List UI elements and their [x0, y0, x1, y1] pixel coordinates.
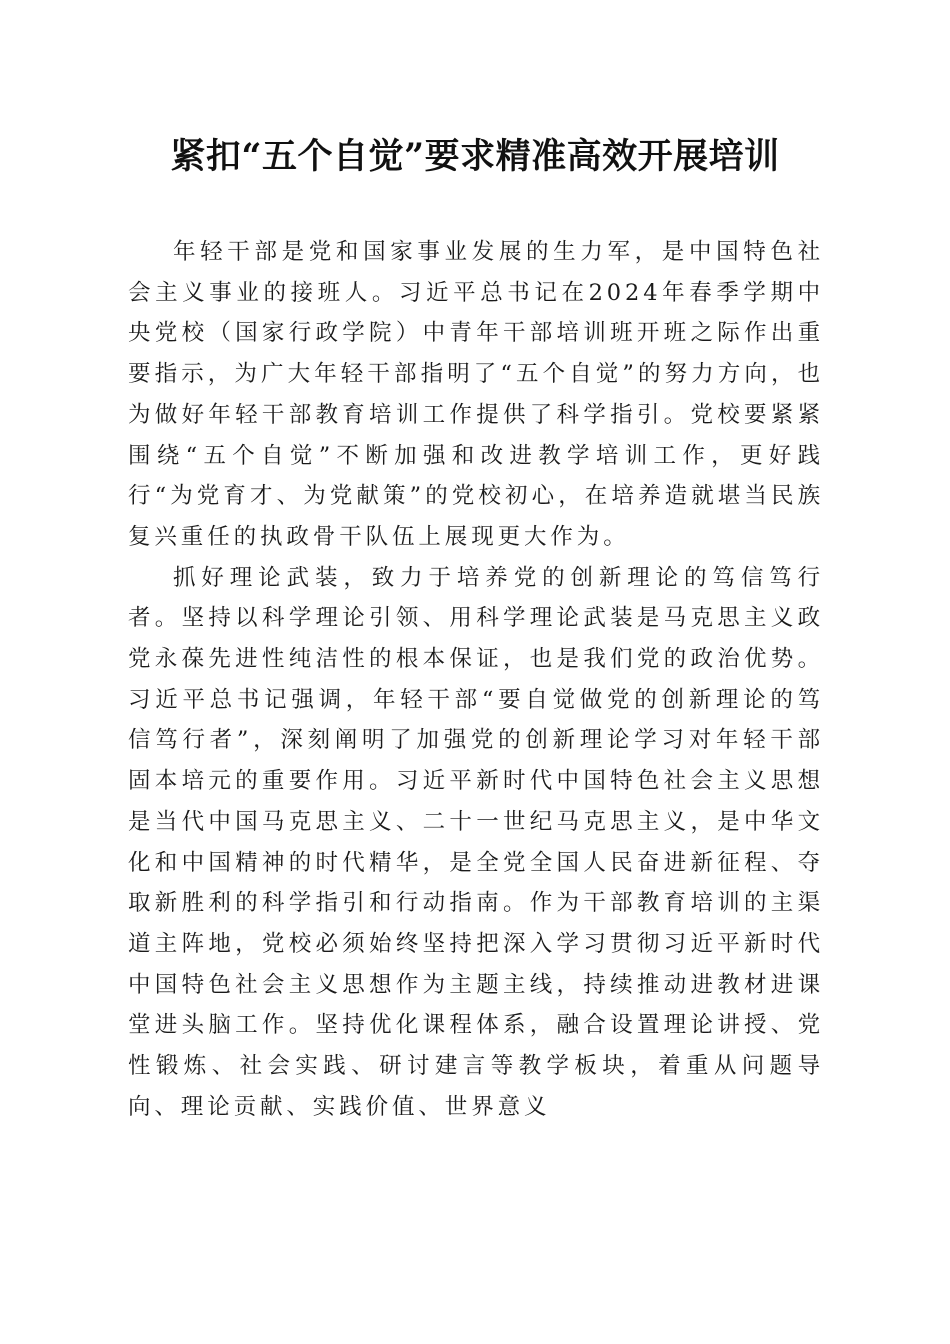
document-title: 紧扣“五个自觉”要求精准高效开展培训 [170, 136, 780, 177]
document-body [128, 232, 824, 1127]
paragraph-theory: 抓好理论武装，致力于培养党的创新理论的笃信笃行者。坚持以科学理论引领、用科学理论武装是马克思主义政党永葆先进性纯洁性的根本保证，也是我们党的政治优势。习近平总书记强调，年轻干部“要自觉做党的创新理论的笃信笃行者”，深刻阐明了加强党的创新理论学习对年轻干部固本培元的重要作用。习近平新时代中国特色社会主义思想是当代中国马克思主义、二十一世纪马克思主义，是中华文化和中国精神的时代精华，是全党全国人民奋进新征程、夺取新胜利的科学指引和行动指南。作为干部教育培训的主渠道主阵地，党校必须始终坚持把深入学习贯彻习近平新时代中国特色社会主义思想作为主题主线，持续推动进教材进课堂进头脑工作。坚持优化课程体系，融合设置理论讲授、党性锻炼、社会实践、研讨建言等教学板块，着重从问题导向、理论贡献、实践价值、世界意义 [128, 564, 824, 1120]
paragraph-intro: 年轻干部是党和国家事业发展的生力军，是中国特色社会主义事业的接班人。习近平总书记在2024年春季学期中央党校（国家行政学院）中青年干部培训班开班之际作出重要指示，为广大年轻干部指明了“五个自觉”的努力方向，也为做好年轻干部教育培训工作提供了科学指引。党校要紧紧围绕“五个自觉”不断加强和改进教学培训工作，更好践行“为党育才、为党献策”的党校初心，在培养造就堪当民族复兴重任的执政骨干队伍上展现更大作为。 [128, 239, 824, 550]
